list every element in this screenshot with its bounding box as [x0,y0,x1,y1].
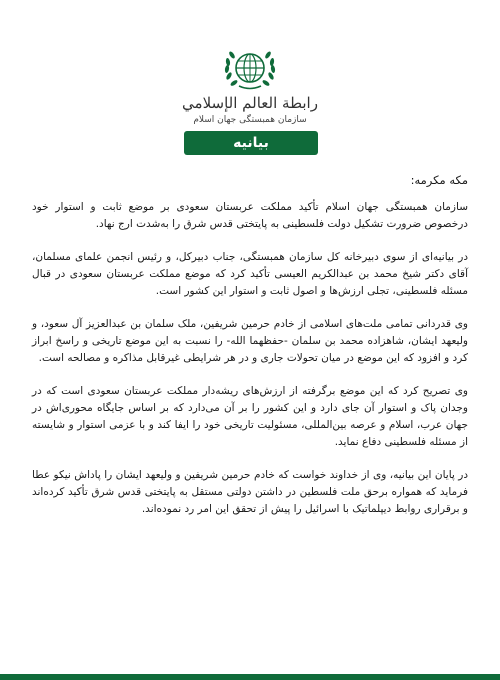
paragraph-2: در بیانیه‌ای از سوی دبیرخانه کل سازمان همبستگی، جناب دبیرکل، و رئیس انجمن علمای مسلمان، آقای دکتر شیخ محمد بن عبدالکریم العیسی تأکید کرد که موضع مملکت عربستان سعودی در قبال مسئله فلسطینی، تجلی ارزش‌ها و اصول ثابت و استوار این کشور است. [32,251,468,297]
paragraph-1: سازمان همبستگی جهان اسلام تأکید مملکت عربستان سعودی بر موضع ثابت و استوار خود درخصوص ضرورت تشکیل دولت فلسطینی به پایتختی قدس شرق را به‌شدت ارج نهاد. [32,201,468,230]
paragraph-3: وی قدردانی تمامی ملت‌های اسلامی از خادم حرمین شریفین، ملک سلمان بن عبدالعزیز آل سعود، و ولیعهد ایشان، شاهزاده محمد بن سلمان -حفظهما الله- را نسبت به این موضع تاریخی و راسخ ابراز کرد و افزود که این موضع در میان تحولات جاری و در هر شرایطی غیرقابل مذاکره و مصالحه است. [32,318,468,364]
statement-body [32,172,468,534]
organization-name-persian: سازمان همبستگی جهان اسلام [193,115,307,125]
globe-wreath-emblem-icon [221,46,279,92]
organization-name-arabic: رابطة العالم الإسلامي [182,94,318,112]
salutation-line: مکه مکرمه: [410,173,468,187]
paragraph-5: در پایان این بیانیه، وی از خداوند خواست که خادم حرمین شریفین و ولیعهد ایشان را پاداش نیکو عطا فرماید که همواره برحق ملت فلسطین در داشتن دولتی مستقل به پایتختی قدس شرق تأکید کرده‌اند و برقراری روابط دیپلماتیک با اسرائیل را پیش از تحقق این امر رد نموده‌اند. [32,469,468,515]
statement-title-banner: بیانیه [184,131,318,155]
letterhead [0,0,500,158]
paragraph-4: وی تصریح کرد که این موضع برگرفته از ارزش‌های ریشه‌دار مملکت عربستان سعودی است که در وجدان پاک و استوار آن جای دارد و این کشور را بر آن می‌دارد که بر اساس جایگاه محوری‌اش در جهان عرب، اسلام و عرصه بین‌المللی، مسئولیت تاریخی خود را ایفا کند و با عزمی استوار و شایسته از مسئله فلسطینی دفاع نماید. [32,385,468,448]
